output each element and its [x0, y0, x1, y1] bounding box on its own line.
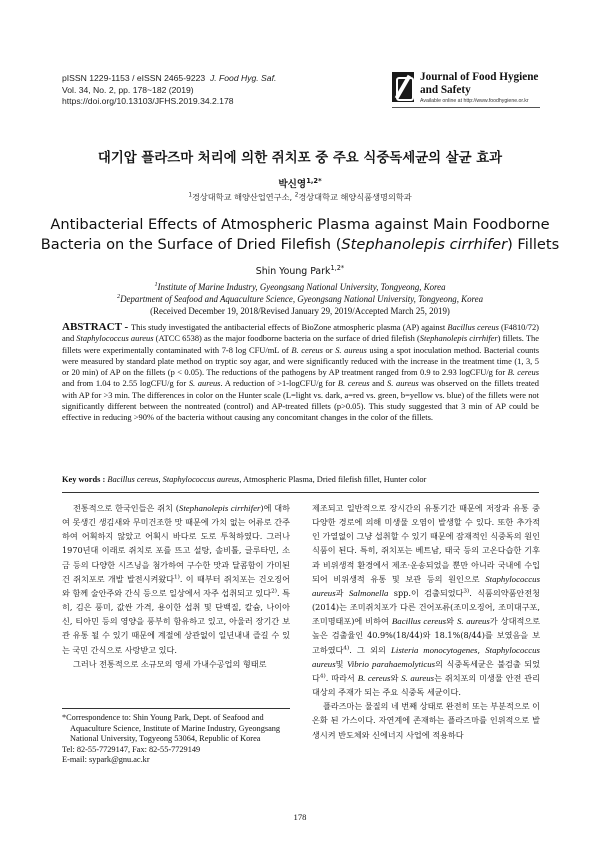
en-aff2: Department of Seafood and Aquaculture Science, Gyeongsang National University, Tongyeong, Korea — [120, 294, 484, 305]
keywords: Key words : Bacillus cereus, Staphylococcus aureus, Atmospheric Plasma, Dried filefish fillet, Hunter color — [62, 475, 427, 484]
kr-aff2-sup: 2 — [294, 192, 299, 199]
journal-logo-icon — [392, 72, 414, 102]
footnote-line: *Correspondence to: Shin Young Park, Dept. of Seafood and — [62, 713, 264, 722]
english-title — [0, 215, 600, 255]
journal-title-line1: Journal of Food Hygiene — [420, 71, 539, 83]
english-title-line1: Antibacterial Effects of Atmospheric Plasma against Main Foodborne — [50, 216, 550, 233]
volume-info: Vol. 34, No. 2, pp. 178~182 (2019) — [62, 84, 194, 95]
received-dates: (Received December 19, 2018/Revised January 29, 2019/Accepted March 25, 2019) — [150, 306, 450, 316]
footnote-line: National University, Togyeong 53064, Republic of Korea — [70, 734, 261, 744]
english-title-species: Stephanolepis cirrhifer — [341, 236, 508, 253]
body-paragraph: 전통적으로 한국인들은 쥐치 (Stephanolepis cirrhifer)에 대하여 못생긴 생김새와 무미건조한 맛 때문에 가치 없는 어류로 간주하여 어획하지 않았고 어획시 바다로 도로 투척하였다. 그러나 1970년대 이래로 쥐치로 포를 뜨고 설탕, 솔비톨, 글루타민, 소금 등의 다양한 시즈닝을 첨가하여 구수한 맛과 달콤함이 가미된 건 쥐치포로 개발 발전시켜왔다$^{1)}$. 이 때부터 쥐치포는 건오징어와 함께 술안주와 간식 등으로 일상에서 자주 섭취되고 있다$^{2)}$. 특히, 김은 풍미, 값싼 가격, 용이한 섭취 및 단백질, 칼슘, 나이아신, 티아민 등의 영양을 풍부히 함유하고 있고, 아울러 장기간 보관 유통 될 수 있기 때문에 계절에 상관없이 일년내내 즐길 수 있는 국민 간식으로 사랑받고 있다. — [62, 503, 290, 655]
kr-aff2: 경상대학교 해양식품생명의학과 — [298, 192, 412, 202]
footnote-phone: Tel: 82-55-7729147, Fax: 82-55-7729149 — [62, 744, 201, 754]
english-title-line2-b: ) Fillets — [507, 236, 560, 253]
keywords-label: Key words : — [62, 475, 108, 484]
journal-title — [420, 71, 538, 97]
body-column-right — [312, 501, 540, 742]
abstract-label: ABSTRACT - — [62, 321, 131, 333]
available-online[interactable]: Available online at http://www.foodhygiene.or.kr — [420, 98, 529, 104]
korean-author-name: 박신영 — [278, 179, 307, 190]
issn: pISSN 1229-1153 / eISSN 2465-9223 — [62, 73, 206, 83]
kr-aff1-sup: 1 — [188, 192, 192, 199]
korean-affiliation — [0, 192, 600, 203]
english-author-sup: 1,2* — [330, 263, 345, 272]
doi-link[interactable]: https://doi.org/10.13103/JFHS.2019.34.2.178 — [62, 96, 234, 107]
footnote-email[interactable]: E-mail: sypark@gnu.ac.kr — [62, 755, 150, 765]
journal-title-line2: and Safety — [420, 84, 471, 96]
page-number: 178 — [293, 812, 307, 822]
english-author-name: Shin Young Park — [255, 266, 331, 277]
journal-abbr: J. Food Hyg. Saf. — [209, 73, 277, 83]
english-affiliation — [0, 281, 600, 306]
english-title-line2-a: Bacteria on the Surface of Dried Filefish ( — [40, 236, 342, 253]
english-title-line2 — [0, 235, 600, 255]
body-paragraph: 그러나 전통적으로 소규모의 영세 가내수공업의 형태로 — [73, 658, 267, 669]
korean-author-sup: 1,2* — [306, 176, 322, 185]
kr-aff1: 경상대학교 해양산업연구소, — [191, 192, 295, 202]
korean-title: 대기압 플라즈마 처리에 의한 쥐치포 중 주요 식중독세균의 살균 효과 — [97, 151, 503, 166]
en-aff1: Institute of Marine Industry, Gyeongsang National University, Tongyeong, Korea — [157, 282, 446, 292]
footnote-divider — [62, 708, 290, 709]
abstract: ABSTRACT - This study investigated the antibacterial effects of BioZone atmospheric plasma (AP) against Bacillus cereus (F4810/72) and Staphylococcus aureus (ATCC 6538) as the major foodborne bacteria on the surface of dried filefish (Stephanolepis cirrhifer) fillets. The fillets were experimentally contaminated with 7-8 log CFU/mL of B. cereus or S. aureus using a spot inoculation method. Bacterial counts were measured by standard plate method on tryptic soy agar, and were significantly reduced with the increase in the treatment time (1, 3, 5 or 20 min) of AP on the fillets (p < 0.05). The reductions of the pathogens by AP treatment ranged from 0.9 to 2.93 logCFU/g for B. cereus and from 1.04 to 2.55 logCFU/g for S. aureus. A reduction of >1-logCFU/g for B. cereus and S. aureus was observed on the fillets treated with AP for >3 min. The differences in color on the Hunter scale (L=light vs. dark, a=red vs. green, b=yellow vs. blue) of the fillets were not significantly different between the nontreated (control) and AP-treated fillets (p>0.05). This study suggested that 3 min of AP could be effective in reducing >90% of the bacteria without causing any concomitant changes in the color of the fillets. — [62, 321, 540, 422]
abstract-divider — [62, 492, 539, 493]
body-column-left — [62, 501, 290, 671]
body-paragraph: 제조되고 일반적으로 장시간의 유통기간 때문에 저장과 유통 중 다양한 경로에 의해 미생물 오염이 발생할 수 있다. 또한 추가적인 가열없이 그냥 섭취할 수 있기 때문에 잠재적인 식중독의 원인 식품이 된다. 특히, 쥐치포는 베트남, 태국 등의 고온다습한 기후과 비위생적 환경에서 제조·운송되었을 뿐만 아니라 국내에 수입되어 비위생적 유통 및 보관 등의 원인으로 Staphylococcus aureus과 Salmonella spp.이 검출되었다$^{3)}$. 식품의약품안전청(2014)는 조미쥐치포가 다른 건어포류(조미오징어, 조미대구포, 조미명태포)에 비하여 Bacillus cereus와 S. aureus가 상대적으로 높은 검출율인 40.9%(18/44)와 18.1%(8/44)를 보였음을 보고하였다$^{4)}$. 그 외의 Listeria monocytogenes, Staphylococcus aureus및 Vibrio parahaemolyticus의 식중독세균은 불검출 되었다$^{4)}$. 따라서 B. cereus와 S. aureus는 쥐치포의 미생물 안전 관리대상의 주재가 되는 주요 식중독 세균이다. — [312, 503, 541, 698]
footnote-line: Aquaculture Science, Institute of Marine Industry, Gyeongsang — [70, 723, 281, 733]
korean-author — [0, 176, 600, 190]
english-author — [0, 263, 600, 277]
en-aff2-sup: 2 — [116, 293, 121, 301]
journal-meta — [62, 73, 276, 108]
en-aff1-sup: 1 — [154, 281, 158, 289]
header-divider — [392, 107, 540, 108]
correspondence-footnote — [62, 713, 290, 766]
body-paragraph: 플라즈마는 물질의 네 번째 상태로 완전히 또는 부분적으로 이온화 된 가스이다. 자연계에 존재하는 플라즈마를 인위적으로 발생시켜 반도체와 신에너지 사업에 적용하다 — [312, 701, 540, 740]
